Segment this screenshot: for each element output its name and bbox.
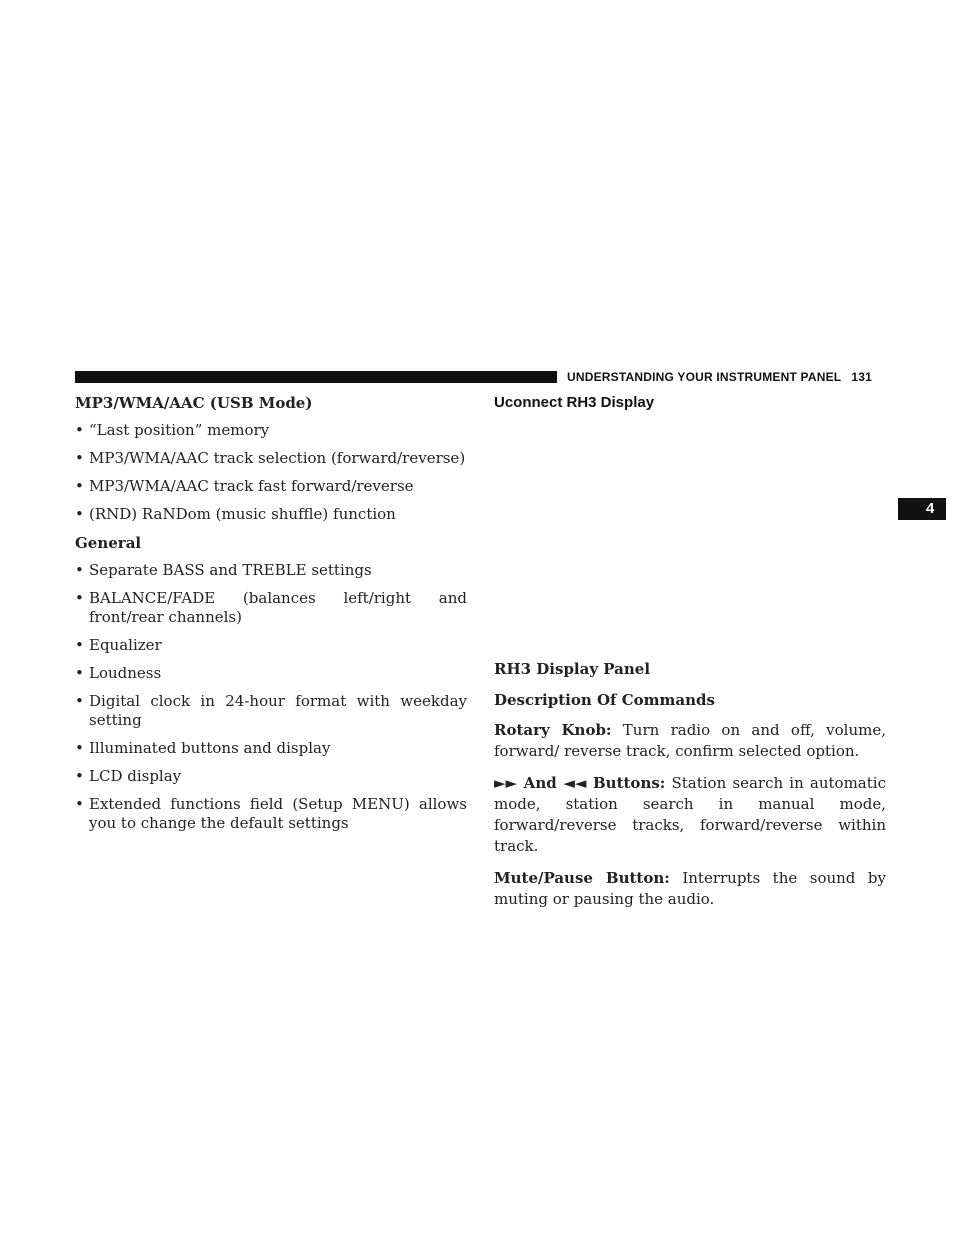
list-item: • Separate BASS and TREBLE settings (75, 561, 467, 580)
list-item: • (RND) RaNDom (music shuffle) function (75, 505, 467, 524)
command-label: ►► And ◄◄ Buttons: (494, 774, 666, 792)
list-item: • BALANCE/FADE (balances left/right and front/rear channels) (75, 589, 467, 627)
running-header (567, 370, 872, 384)
right-column (494, 394, 886, 921)
command-paragraph (494, 773, 886, 857)
list-item: • MP3/WMA/AAC track fast forward/reverse (75, 477, 467, 496)
command-text: Station search in automatic mode, station search in manual mode, forward/reverse tracks, forward/reverse within track. (494, 774, 886, 855)
chapter-tab (898, 498, 946, 520)
command-text: Interrupts the sound by muting or pausing the audio. (494, 869, 886, 908)
header-rule (75, 371, 557, 383)
figure-caption: RH3 Display Panel (494, 660, 651, 678)
uconnect-heading: Uconnect RH3 Display (494, 394, 655, 411)
display-panel-figure (494, 411, 886, 659)
command-label: Mute/Pause Button: (494, 869, 670, 887)
list-item: • Illuminated buttons and display (75, 739, 467, 758)
general-feature-list (75, 561, 467, 833)
general-heading: General (75, 534, 142, 552)
list-item: • Loudness (75, 664, 467, 683)
list-item: • MP3/WMA/AAC track selection (forward/reverse) (75, 449, 467, 468)
section-title: UNDERSTANDING YOUR INSTRUMENT PANEL (567, 370, 842, 384)
list-item: • Extended functions field (Setup MENU) allows you to change the default settings (75, 795, 467, 833)
left-column (75, 394, 467, 842)
usb-mode-heading: MP3/WMA/AAC (USB Mode) (75, 394, 313, 412)
commands-heading: Description Of Commands (494, 691, 715, 709)
command-paragraph (494, 720, 886, 762)
list-item: • Equalizer (75, 636, 467, 655)
page-number: 131 (851, 370, 872, 384)
list-item: • LCD display (75, 767, 467, 786)
list-item: • Digital clock in 24-hour format with weekday setting (75, 692, 467, 730)
usb-feature-list (75, 421, 467, 524)
command-label: Rotary Knob: (494, 721, 612, 739)
command-paragraph (494, 868, 886, 910)
command-text: Turn radio on and off, volume, forward/ reverse track, confirm selected option. (494, 721, 886, 760)
chapter-number: 4 (926, 500, 935, 517)
list-item: • “Last position” memory (75, 421, 467, 440)
